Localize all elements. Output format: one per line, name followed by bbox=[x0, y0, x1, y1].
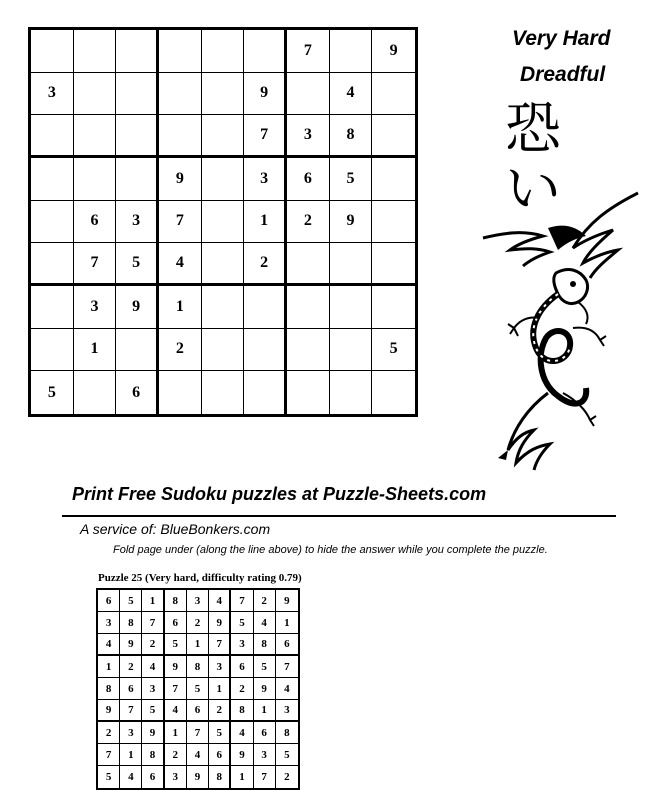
answer-cell: 2 bbox=[284, 771, 290, 783]
puzzle-cell bbox=[116, 115, 159, 158]
answer-cell: 2 bbox=[254, 590, 276, 612]
answer-cell: 8 bbox=[231, 700, 253, 722]
puzzle-cell bbox=[330, 243, 373, 286]
puzzle-cell: 9 bbox=[372, 30, 415, 73]
answer-cell: 5 bbox=[276, 744, 298, 766]
puzzle-cell bbox=[372, 73, 415, 116]
puzzle-cell bbox=[372, 286, 415, 329]
puzzle-cell: 5 bbox=[31, 371, 74, 414]
answer-cell: 2 bbox=[209, 700, 231, 722]
answer-cell: 7 bbox=[98, 744, 120, 766]
puzzle-cell bbox=[372, 115, 415, 158]
puzzle-cell bbox=[330, 329, 373, 372]
answer-cell: 2 bbox=[142, 634, 164, 656]
answer-cell: 5 bbox=[120, 590, 142, 612]
puzzle-cell: 7 bbox=[287, 30, 330, 73]
answer-cell: 9 bbox=[165, 656, 187, 678]
puzzle-cell bbox=[116, 158, 159, 201]
puzzle-cell bbox=[372, 371, 415, 414]
puzzle-cell bbox=[372, 201, 415, 244]
answer-cell: 1 bbox=[142, 590, 164, 612]
answer-cell: 2 bbox=[231, 678, 253, 700]
answer-cell: 8 bbox=[120, 612, 142, 634]
puzzle-cell: 4 bbox=[159, 243, 202, 286]
puzzle-cell bbox=[74, 30, 117, 73]
puzzle-cell bbox=[287, 371, 330, 414]
puzzle-cell: 5 bbox=[116, 243, 159, 286]
answer-cell: 3 bbox=[231, 634, 253, 656]
puzzle-cell bbox=[244, 371, 287, 414]
sudoku-answer-grid bbox=[96, 588, 300, 790]
answer-cell: 6 bbox=[254, 722, 276, 744]
puzzle-cell bbox=[244, 30, 287, 73]
answer-cell: 2 bbox=[120, 656, 142, 678]
puzzle-cell bbox=[287, 73, 330, 116]
puzzle-cell bbox=[74, 73, 117, 116]
puzzle-cell bbox=[31, 30, 74, 73]
puzzle-cell bbox=[116, 30, 159, 73]
answer-cell: 8 bbox=[142, 744, 164, 766]
answer-cell: 6 bbox=[98, 590, 120, 612]
puzzle-cell bbox=[159, 30, 202, 73]
answer-cell: 5 bbox=[142, 700, 164, 722]
answer-cell: 9 bbox=[142, 722, 164, 744]
answer-cell: 9 bbox=[231, 744, 253, 766]
answer-cell: 4 bbox=[165, 700, 187, 722]
puzzle-cell bbox=[372, 243, 415, 286]
answer-cell: 9 bbox=[254, 678, 276, 700]
puzzle-cell bbox=[159, 371, 202, 414]
puzzle-cell: 2 bbox=[159, 329, 202, 372]
answer-cell: 7 bbox=[165, 678, 187, 700]
puzzle-cell bbox=[116, 329, 159, 372]
answer-cell: 3 bbox=[187, 590, 209, 612]
puzzle-cell bbox=[31, 286, 74, 329]
answer-cell: 5 bbox=[209, 722, 231, 744]
puzzle-cell: 3 bbox=[116, 201, 159, 244]
answer-cell: 5 bbox=[187, 678, 209, 700]
answer-cell: 4 bbox=[276, 678, 298, 700]
puzzle-cell bbox=[244, 286, 287, 329]
answer-cell: 1 bbox=[187, 634, 209, 656]
puzzle-cell bbox=[31, 201, 74, 244]
answer-cell: 2 bbox=[165, 744, 187, 766]
puzzle-cell bbox=[31, 115, 74, 158]
answer-cell: 1 bbox=[231, 766, 253, 788]
answer-cell: 7 bbox=[142, 612, 164, 634]
answer-cell: 6 bbox=[120, 678, 142, 700]
puzzle-cell: 4 bbox=[330, 73, 373, 116]
answer-cell: 7 bbox=[254, 766, 276, 788]
answer-cell: 4 bbox=[187, 744, 209, 766]
answer-cell: 1 bbox=[165, 722, 187, 744]
puzzle-cell bbox=[287, 243, 330, 286]
puzzle-cell bbox=[159, 73, 202, 116]
puzzle-cell: 9 bbox=[159, 158, 202, 201]
puzzle-cell: 1 bbox=[74, 329, 117, 372]
answer-cell: 4 bbox=[142, 656, 164, 678]
puzzle-cell: 3 bbox=[31, 73, 74, 116]
answer-cell: 9 bbox=[187, 766, 209, 788]
answer-cell: 1 bbox=[98, 656, 120, 678]
answer-cell: 8 bbox=[276, 722, 298, 744]
difficulty-heading: Very Hard bbox=[512, 27, 611, 50]
puzzle-cell bbox=[74, 115, 117, 158]
answer-cell: 3 bbox=[209, 656, 231, 678]
puzzle-cell bbox=[159, 115, 202, 158]
puzzle-cell bbox=[202, 158, 245, 201]
puzzle-cell bbox=[202, 201, 245, 244]
answer-cell: 8 bbox=[98, 678, 120, 700]
puzzle-cell bbox=[116, 73, 159, 116]
fold-instruction: Fold page under (along the line above) to hide the answer while you complete the puzzle. bbox=[113, 544, 548, 556]
answer-cell: 3 bbox=[254, 744, 276, 766]
answer-cell: 2 bbox=[98, 722, 120, 744]
promo-title: Print Free Sudoku puzzles at Puzzle-Sheets.com bbox=[72, 484, 487, 504]
sudoku-puzzle-grid bbox=[28, 27, 418, 417]
puzzle-cell bbox=[330, 371, 373, 414]
puzzle-cell: 6 bbox=[74, 201, 117, 244]
answer-caption: Puzzle 25 (Very hard, difficulty rating 0.79) bbox=[98, 572, 302, 584]
puzzle-cell bbox=[202, 30, 245, 73]
puzzle-cell: 2 bbox=[287, 201, 330, 244]
puzzle-cell bbox=[74, 158, 117, 201]
fold-line-divider bbox=[62, 515, 616, 517]
puzzle-cell: 3 bbox=[74, 286, 117, 329]
answer-cell: 5 bbox=[231, 612, 253, 634]
answer-cell: 7 bbox=[187, 722, 209, 744]
puzzle-cell: 9 bbox=[330, 201, 373, 244]
answer-cell: 6 bbox=[142, 766, 164, 788]
puzzle-cell bbox=[202, 243, 245, 286]
puzzle-cell bbox=[202, 115, 245, 158]
answer-cell: 3 bbox=[142, 678, 164, 700]
answer-cell: 5 bbox=[165, 634, 187, 656]
answer-cell: 9 bbox=[276, 590, 298, 612]
puzzle-cell: 1 bbox=[159, 286, 202, 329]
puzzle-cell bbox=[202, 329, 245, 372]
puzzle-cell bbox=[372, 158, 415, 201]
puzzle-cell: 8 bbox=[330, 115, 373, 158]
puzzle-cell: 9 bbox=[244, 73, 287, 116]
puzzle-cell bbox=[202, 73, 245, 116]
puzzle-cell bbox=[31, 329, 74, 372]
puzzle-cell bbox=[244, 329, 287, 372]
answer-cell: 8 bbox=[165, 590, 187, 612]
answer-cell: 1 bbox=[209, 678, 231, 700]
answer-cell: 8 bbox=[209, 766, 231, 788]
answer-cell: 2 bbox=[187, 612, 209, 634]
puzzle-cell bbox=[202, 371, 245, 414]
answer-cell: 3 bbox=[120, 722, 142, 744]
answer-cell: 7 bbox=[209, 634, 231, 656]
answer-cell: 8 bbox=[254, 634, 276, 656]
puzzle-cell: 7 bbox=[159, 201, 202, 244]
kanji-glyphs: 恐い bbox=[505, 97, 561, 222]
answer-cell: 3 bbox=[276, 700, 298, 722]
mood-heading: Dreadful bbox=[520, 63, 606, 86]
answer-cell: 6 bbox=[276, 634, 298, 656]
answer-cell: 7 bbox=[231, 590, 253, 612]
answer-cell: 4 bbox=[209, 590, 231, 612]
answer-cell: 9 bbox=[98, 700, 120, 722]
puzzle-cell: 5 bbox=[330, 158, 373, 201]
puzzle-cell bbox=[287, 329, 330, 372]
answer-cell: 1 bbox=[254, 700, 276, 722]
answer-cell: 8 bbox=[187, 656, 209, 678]
answer-cell: 6 bbox=[165, 612, 187, 634]
answer-cell: 4 bbox=[120, 766, 142, 788]
puzzle-cell bbox=[330, 286, 373, 329]
answer-cell: 3 bbox=[98, 612, 120, 634]
answer-cell: 9 bbox=[120, 634, 142, 656]
puzzle-cell bbox=[31, 243, 74, 286]
puzzle-cell bbox=[287, 286, 330, 329]
answer-cell: 4 bbox=[98, 634, 120, 656]
puzzle-cell: 3 bbox=[244, 158, 287, 201]
puzzle-cell bbox=[330, 30, 373, 73]
puzzle-cell: 3 bbox=[287, 115, 330, 158]
puzzle-cell: 7 bbox=[74, 243, 117, 286]
puzzle-cell: 2 bbox=[244, 243, 287, 286]
puzzle-cell: 6 bbox=[116, 371, 159, 414]
puzzle-cell bbox=[74, 371, 117, 414]
puzzle-cell bbox=[202, 286, 245, 329]
puzzle-cell: 9 bbox=[116, 286, 159, 329]
puzzle-cell bbox=[31, 158, 74, 201]
answer-cell: 4 bbox=[231, 722, 253, 744]
puzzle-cell: 1 bbox=[244, 201, 287, 244]
puzzle-cell: 7 bbox=[244, 115, 287, 158]
answer-cell: 5 bbox=[98, 766, 120, 788]
service-credit: A service of: BlueBonkers.com bbox=[80, 521, 271, 537]
answer-cell: 1 bbox=[276, 612, 298, 634]
answer-cell: 3 bbox=[165, 766, 187, 788]
answer-cell: 7 bbox=[120, 700, 142, 722]
puzzle-cell: 5 bbox=[372, 329, 415, 372]
answer-cell: 6 bbox=[209, 744, 231, 766]
answer-cell: 6 bbox=[231, 656, 253, 678]
answer-cell: 9 bbox=[209, 612, 231, 634]
answer-cell: 4 bbox=[254, 612, 276, 634]
answer-cell: 1 bbox=[120, 744, 142, 766]
answer-cell: 7 bbox=[276, 656, 298, 678]
answer-cell: 5 bbox=[254, 656, 276, 678]
puzzle-cell: 6 bbox=[287, 158, 330, 201]
answer-cell: 6 bbox=[187, 700, 209, 722]
dragon-illustration-icon bbox=[478, 188, 643, 473]
